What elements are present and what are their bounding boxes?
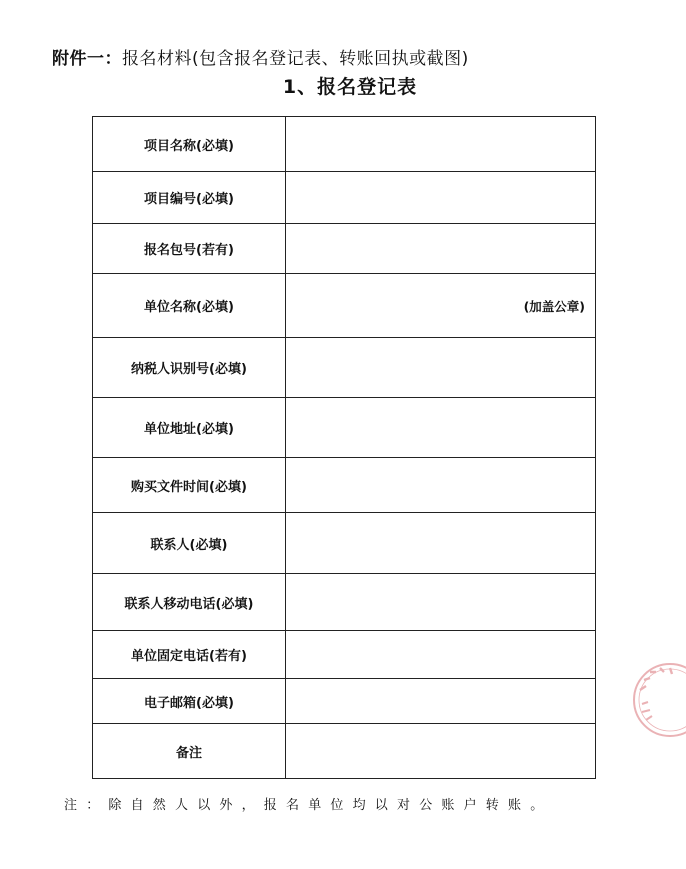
row-label-company-name: 单位名称(必填) [93, 274, 286, 338]
row-label-contact-mobile: 联系人移动电话(必填) [93, 574, 286, 631]
row-label-remarks: 备注 [93, 724, 286, 779]
footnote: 注：除自然人以外，报名单位均以对公账户转账。 [64, 798, 553, 813]
attachment-prefix: 附件一： [52, 49, 122, 69]
table-row [93, 338, 596, 398]
row-label-package-number: 报名包号(若有) [93, 224, 286, 274]
company-address-field[interactable] [286, 398, 596, 458]
email-field[interactable] [286, 679, 596, 724]
table-row [93, 398, 596, 458]
stamp-note: (加盖公章) [523, 298, 585, 314]
table-row [93, 172, 596, 224]
attachment-header [52, 44, 469, 69]
landline-field[interactable] [286, 631, 596, 679]
remarks-field[interactable] [286, 724, 596, 779]
registration-form-table [92, 116, 596, 779]
table-row [93, 117, 596, 172]
table-row [93, 458, 596, 513]
table-row [93, 513, 596, 574]
table-row [93, 574, 596, 631]
package-number-field[interactable] [286, 224, 596, 274]
table-row [93, 274, 596, 338]
table-row [93, 224, 596, 274]
row-label-purchase-time: 购买文件时间(必填) [93, 458, 286, 513]
form-title: 1、报名登记表 [282, 76, 418, 98]
company-name-field[interactable] [286, 274, 596, 338]
row-label-contact-person: 联系人(必填) [93, 513, 286, 574]
row-label-project-name: 项目名称(必填) [93, 117, 286, 172]
row-label-project-number: 项目编号(必填) [93, 172, 286, 224]
row-label-email: 电子邮箱(必填) [93, 679, 286, 724]
table-row [93, 631, 596, 679]
purchase-time-field[interactable] [286, 458, 596, 513]
row-label-tax-id: 纳税人识别号(必填) [93, 338, 286, 398]
contact-mobile-field[interactable] [286, 574, 596, 631]
project-name-field[interactable] [286, 117, 596, 172]
table-row [93, 679, 596, 724]
project-number-field[interactable] [286, 172, 596, 224]
contact-person-field[interactable] [286, 513, 596, 574]
row-label-landline: 单位固定电话(若有) [93, 631, 286, 679]
official-seal-image [630, 660, 686, 740]
table-row [93, 724, 596, 779]
tax-id-field[interactable] [286, 338, 596, 398]
attachment-text: 报名材料(包含报名登记表、转账回执或截图) [122, 49, 469, 69]
row-label-company-address: 单位地址(必填) [93, 398, 286, 458]
